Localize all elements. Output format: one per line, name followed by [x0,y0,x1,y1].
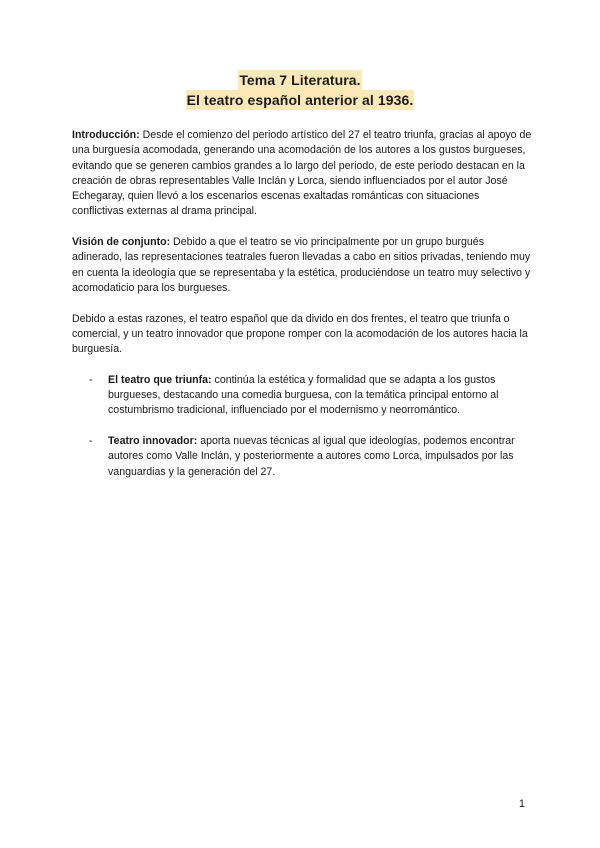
bullet-label: El teatro que triunfa: [108,373,212,386]
overview-text: Debido a que el teatro se vio principalmente por un grupo burgués adinerado, las representaciones teatrales fueron llevadas a cabo en sitios privadas, teniendo muy en cuenta la ideología que se representaba y la estética, produciéndose un teatro muy selectivo y acomodaticio para los burgueses. [72,236,531,294]
bullet-dash: - [89,434,93,447]
list-item [72,434,532,480]
intro-paragraph [72,128,532,220]
division-paragraph [72,312,532,358]
page-number: 1 [518,798,525,810]
title-line-2: El teatro español anterior al 1936. [186,92,414,108]
bullet-text: aporta nuevas técnicas al igual que ideologías, podemos encontrar autores como Valle Inclán, y posteriormente a autores como Lorca, impulsados por las vanguardias y la generación del 27. [108,434,515,478]
division-text: Debido a estas razones, el teatro español que da divido en dos frentes, el teatro que triunfa o comercial, y un teatro innovador que propone romper con la acomodación de los autores hacia la burguesía. [72,312,528,356]
document-body [72,128,532,495]
title-line-1: Tema 7 Literatura. [239,72,361,88]
bullet-list [72,373,532,480]
bullet-dash: - [89,373,93,386]
intro-label: Introducción: [72,129,140,141]
bullet-label: Teatro innovador: [108,434,198,447]
overview-paragraph [72,235,532,296]
list-item [72,373,532,419]
overview-label: Visión de conjunto: [72,236,171,249]
title-block [0,70,600,110]
bullet-text: continúa la estética y formalidad que se adapta a los gustos burgueses, destacando una comedia burguesa, con la temática principal entorno al costumbrismo tradicional, influenciado por el modernismo y neorromántico. [108,373,499,417]
intro-text: Desde el comienzo del periodo artístico del 27 el teatro triunfa, gracias al apoyo de una burguesía acomodada, generando una acomodación de los autores a los gustos burgueses, evitando que se generen cambios grandes a lo largo del periodo, de este periodo destacan en la creación de obras representables Valle Inclán y Lorca, siendo influenciados por el autor José Echegaray, quien llevó a los escenarios escenas exaltadas románticas con situaciones conflictivas externas al drama principal. [72,129,532,218]
